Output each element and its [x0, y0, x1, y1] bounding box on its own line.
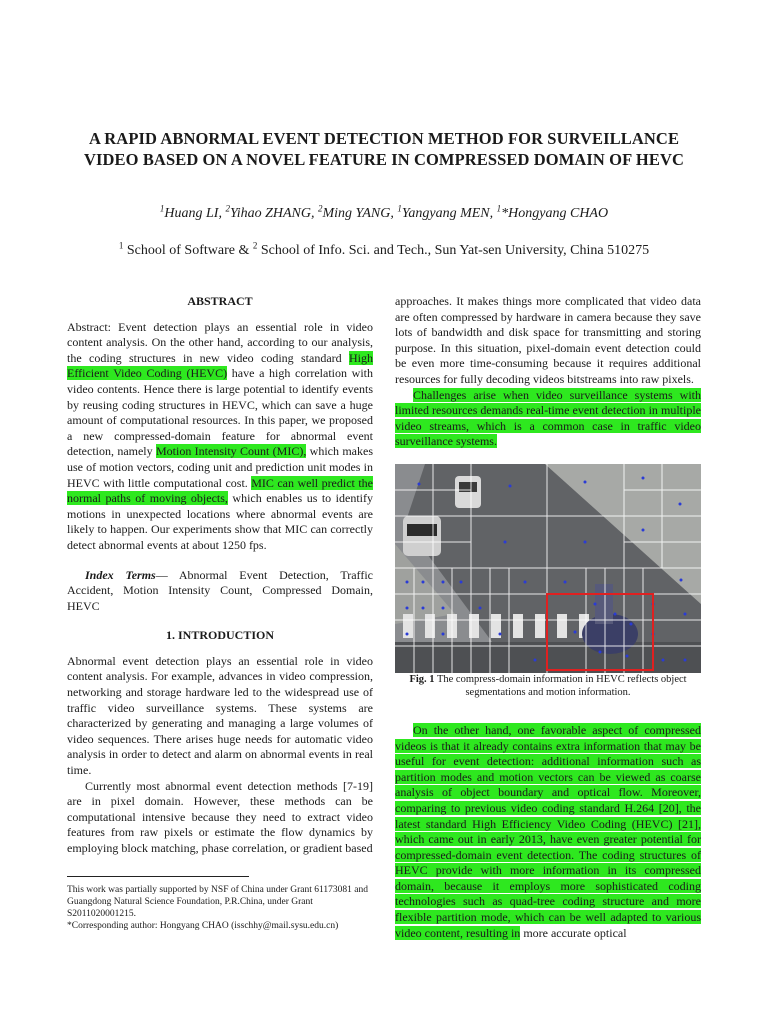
index-terms-dash: — [155, 567, 179, 582]
footnote-corresponding: *Corresponding author: Hongyang CHAO (isschhy@mail.sysu.edu.cn) [67, 921, 339, 931]
abstract-text: Abstract: Event detection plays an essential role in video content analysis. On the other hand, according to our analysis, the coding structures in new video coding standard [67, 319, 373, 365]
abstract-paragraph [67, 320, 373, 554]
crosswalk [403, 614, 589, 638]
right-paragraph-1: approaches. It makes things more complicated that video data are often compressed by hardware in camera because they save lots of bandwidth and disk space for transmitting and storing purpose. In this situation, pixel-domain event detection could be even more time-consuming because it requires additional resources for fully decoding videos bitstreams into raw pixels. [395, 294, 701, 386]
author-list [60, 203, 708, 222]
affil-text: School of Info. Sci. and Tech., Sun Yat-sen University, China 510275 [257, 243, 650, 258]
abstract-text: have a high correlation with video contents. Hence there is large potential to identify events by reusing coding structures in HEVC, which can save a huge amount of computational resources. In this paper, we proposed a new compressed-domain feature for abnormal event detection, namely [67, 366, 373, 459]
intro-paragraph-2: Currently most abnormal event detection methods [7-19] are in pixel domain. However, these methods can be computational intensive because they need to extract video features from raw pixels or estimate the flow dynamics by employing block matching, phase correlation, or gradient based [67, 778, 373, 855]
author-name: Ming YANG, [322, 206, 398, 221]
index-terms-text: Abnormal Event Detection, Traffic Accident, Motion Intensity Count, Compressed Domain, HEVC [67, 567, 373, 613]
index-terms-label: Index Terms [85, 567, 156, 582]
author-name: Huang LI, [164, 206, 226, 221]
right-paragraph-3 [395, 723, 701, 941]
figure-caption-text: The compress-domain information in HEVC reflects object segmentations and motion information. [434, 673, 687, 698]
figure-1-caption [395, 673, 701, 699]
affil-text: School of Software & [123, 243, 253, 258]
paper-title: A RAPID ABNORMAL EVENT DETECTION METHOD FOR SURVEILLANCE VIDEO BASED ON A NOVEL FEATURE IN COMPRESSED DOMAIN OF HEVC [84, 129, 684, 169]
highlighted-text: On the other hand, one favorable aspect of compressed videos is that it already contains extra information that may be useful for event detection: additional information such as partition modes and motion vectors can be viewed as coarse analysis of object boundary and optical flow. Moreover, comparing to previous video coding standard H.264 [20], the latest standard High Efficiency Video Coding (HEVC) [21], which came out in early 2013, have even greater potential for compressed-domain event detection. The coding structures of HEVC provide with more information in its compressed domain, because it employs more sophisticated coding technologies such as quad-tree coding structure and more flexible partition mode, which can be well adapted to various video content, resulting in [395, 722, 701, 940]
abstract-heading: ABSTRACT [187, 294, 253, 308]
author-name: Yihao ZHANG, [229, 206, 318, 221]
highlighted-text: Challenges arise when video surveillance systems with limited resources demands real-time event detection in multiple video streams, which is a common case in traffic video surveillance systems. [395, 387, 701, 449]
author-name: Yangyang MEN, [401, 206, 497, 221]
intro-heading: 1. INTRODUCTION [165, 628, 274, 643]
paragraph-text: more accurate optical [520, 925, 627, 940]
right-paragraph-2 [395, 388, 701, 450]
author-sup: 1 [496, 203, 502, 214]
affiliation [60, 240, 708, 259]
author-sup: 2 [225, 203, 230, 214]
figure-1-image [395, 464, 701, 673]
affil-sup: 2 [252, 240, 258, 251]
index-terms [67, 568, 373, 615]
rider-body [595, 584, 613, 624]
author-sup: 1 [397, 203, 402, 214]
right-column [395, 294, 701, 941]
affil-sup: 1 [118, 240, 124, 251]
figure-label: Fig. 1 [409, 673, 435, 685]
author-sup: 2 [318, 203, 323, 214]
author-sup: 1 [159, 203, 165, 214]
surveillance-frame [395, 464, 701, 673]
abstract-text: which makes use of motion vectors, coding unit and prediction unit modes in HEVC with little computational cost. [67, 444, 373, 490]
highlighted-text: Motion Intensity Count (MIC), [155, 444, 307, 459]
footnote [67, 884, 373, 932]
footnote-rule [67, 876, 249, 877]
intro-paragraph-1: Abnormal event detection plays an essential role in video content analysis. For example, advances in video compression, networking and storage hardware led to the widespread use of traffic video surveillance systems. These systems are characterized by generating and managing a large volumes of video sequences. There arises huge needs for automatic video analysis in order to detect and alarm on abnormal events in real time. [67, 653, 373, 778]
author-name: *Hongyang CHAO [501, 206, 609, 221]
left-column [67, 294, 373, 857]
highlighted-text: High Efficient Video Coding (HEVC) [67, 350, 373, 381]
highlighted-text: MIC can well predict the normal paths of moving objects, [67, 475, 373, 506]
abstract-text: which enables us to identify motions in unexpected locations where abnormal events are likely to happen. Our experiments show that MIC can correctly detect abnormal events at about 1250 fps. [67, 491, 373, 552]
footnote-funding: This work was partially supported by NSF of China under Grant 61173081 and Guangdong Natural Science Foundation, P.R.China, under Grant S2011020001215. [67, 885, 368, 919]
